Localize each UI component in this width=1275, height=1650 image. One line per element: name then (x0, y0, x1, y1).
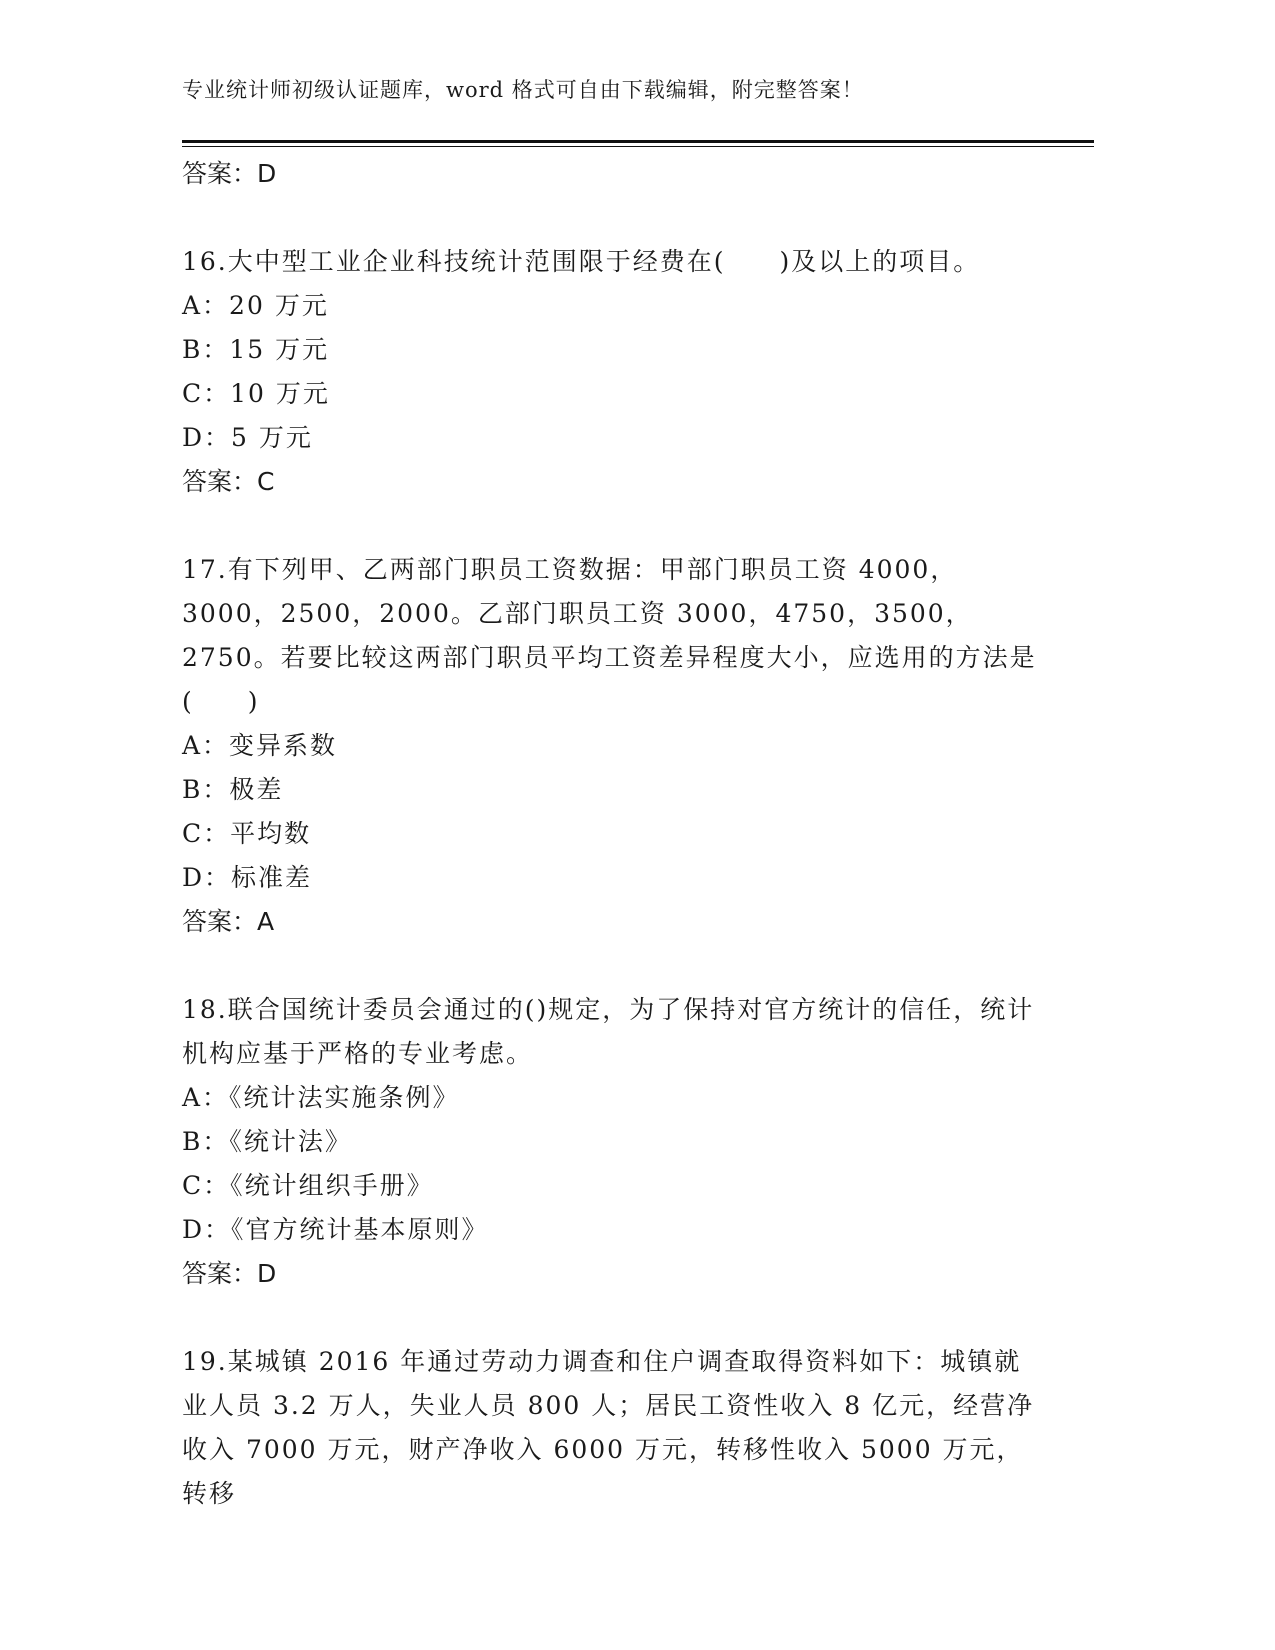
page-header: 专业统计师初级认证题库，word 格式可自由下载编辑，附完整答案！ (182, 78, 864, 102)
option-b: B：极差 (182, 775, 284, 804)
answer-prev: 答案：D (182, 159, 277, 188)
option-c: C：10 万元 (182, 379, 330, 408)
option-d: D：标准差 (182, 863, 313, 892)
header-rule-thin (182, 146, 1094, 147)
question-stem: 17.有下列甲、乙两部门职员工资数据：甲部门职员工资 4000，3000，2500，2000。乙部门职员工资 3000，4750，3500，2750。若要比较这两部门职员平均工资差异程度大小，应选用的方法是( ) (182, 555, 1037, 716)
question-stem: 19.某城镇 2016 年通过劳动力调查和住户调查取得资料如下：城镇就业人员 3.2 万人，失业人员 800 人；居民工资性收入 8 亿元，经营净收入 7000 万元，财产净收入 6000 万元，转移性收入 5000 万元，转移 (182, 1347, 1035, 1508)
option-a: A：20 万元 (182, 291, 329, 320)
option-d: D：5 万元 (182, 423, 313, 452)
option-a: A：《统计法实施条例》 (182, 1083, 460, 1112)
option-c: C：《统计组织手册》 (182, 1171, 434, 1200)
question-19 (182, 1340, 1042, 1516)
answer: 答案：A (182, 907, 275, 936)
answer: 答案：C (182, 467, 275, 496)
question-stem: 18.联合国统计委员会通过的()规定，为了保持对官方统计的信任，统计机构应基于严格的专业考虑。 (182, 995, 1035, 1068)
question-17 (182, 548, 1042, 944)
answer: 答案：D (182, 1259, 277, 1288)
option-c: C：平均数 (182, 819, 312, 848)
option-d: D：《官方统计基本原则》 (182, 1215, 489, 1244)
question-list (182, 152, 1042, 1516)
option-a: A：变异系数 (182, 731, 338, 760)
question-16 (182, 240, 1042, 504)
question-stem: 16.大中型工业企业科技统计范围限于经费在( )及以上的项目。 (182, 247, 981, 276)
option-b: B：15 万元 (182, 335, 330, 364)
option-b: B：《统计法》 (182, 1127, 352, 1156)
question-18 (182, 988, 1042, 1296)
header-rule-thick (182, 140, 1094, 143)
